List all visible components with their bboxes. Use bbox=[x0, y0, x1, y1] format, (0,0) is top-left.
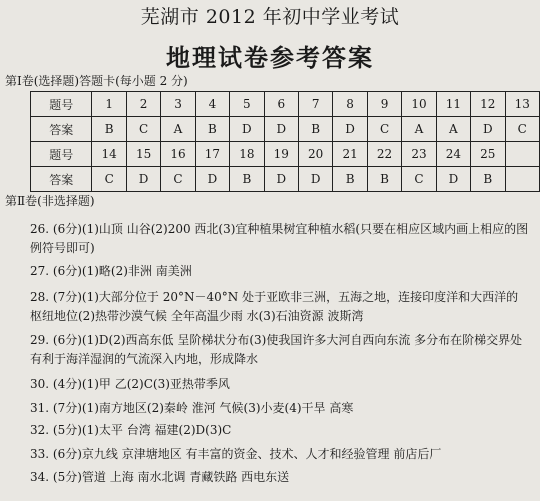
exam-header: 芜湖市 2012 年初中学业考试 bbox=[140, 6, 400, 28]
table-cell: D bbox=[195, 167, 229, 192]
table-cell: B bbox=[298, 117, 332, 142]
section2-label: 第Ⅱ卷(非选择题) bbox=[5, 194, 95, 208]
table-cell: 3 bbox=[161, 92, 195, 117]
page-title: 地理试卷参考答案 bbox=[166, 44, 374, 72]
table-cell: 7 bbox=[298, 92, 332, 117]
table-cell: D bbox=[264, 117, 298, 142]
table-row bbox=[31, 167, 540, 192]
table-cell: 1 bbox=[92, 92, 126, 117]
table-cell bbox=[505, 167, 539, 192]
table-cell: 16 bbox=[161, 142, 195, 167]
table-cell: D bbox=[298, 167, 332, 192]
table-cell: 10 bbox=[402, 92, 436, 117]
table-cell: 11 bbox=[436, 92, 470, 117]
table-cell: B bbox=[367, 167, 401, 192]
table-cell bbox=[505, 142, 539, 167]
table-cell: D bbox=[471, 117, 505, 142]
table-cell: D bbox=[126, 167, 160, 192]
table-cell: 18 bbox=[230, 142, 264, 167]
table-cell: D bbox=[264, 167, 298, 192]
answer-29: 29. (6分)(1)D(2)西高东低 呈阶梯状分布(3)使我国许多大河自西向东流 多分布在阶梯交界处 有利于海洋湿润的气流深入内地，形成降水 bbox=[30, 333, 523, 366]
answer-33: 33. (6分)京九线 京津塘地区 有丰富的资金、技术、人才和经验管理 前店后厂 bbox=[30, 447, 442, 461]
table-cell: A bbox=[161, 117, 195, 142]
section1-label: 第Ⅰ卷(选择题)答题卡(每小题 2 分) bbox=[5, 74, 188, 88]
table-cell: 2 bbox=[126, 92, 160, 117]
table-row bbox=[31, 142, 540, 167]
table-cell: C bbox=[126, 117, 160, 142]
table-cell: A bbox=[402, 117, 436, 142]
table-cell: 14 bbox=[92, 142, 126, 167]
answer-26: 26. (6分)(1)山顶 山谷(2)200 西北(3)宜种植果树宜种植水稻(只要在相应区域内画上相应的图例符号即可) bbox=[30, 222, 529, 255]
table-cell: D bbox=[230, 117, 264, 142]
table-cell: B bbox=[92, 117, 126, 142]
table-cell: 8 bbox=[333, 92, 367, 117]
table-cell: C bbox=[367, 117, 401, 142]
table-cell: 5 bbox=[230, 92, 264, 117]
table-cell: 17 bbox=[195, 142, 229, 167]
table-cell: 24 bbox=[436, 142, 470, 167]
table-cell: D bbox=[436, 167, 470, 192]
table-cell: 15 bbox=[126, 142, 160, 167]
table-cell: A bbox=[436, 117, 470, 142]
answer-34: 34. (5分)管道 上海 南水北调 青藏铁路 西电东送 bbox=[30, 470, 290, 484]
answer-28: 28. (7分)(1)大部分位于 20°N－40°N 处于亚欧非三洲，五海之地，连接印度洋和大西洋的枢纽地位(2)热带沙漠气候 全年高温少雨 水(3)石油资源 波斯湾 bbox=[30, 290, 519, 323]
table-cell: C bbox=[161, 167, 195, 192]
table-cell: 21 bbox=[333, 142, 367, 167]
row-header: 答案 bbox=[31, 167, 92, 192]
answer-30: 30. (4分)(1)甲 乙(2)C(3)亚热带季风 bbox=[30, 377, 230, 391]
table-cell: C bbox=[92, 167, 126, 192]
table-cell: 25 bbox=[471, 142, 505, 167]
table-row bbox=[31, 92, 540, 117]
table-row bbox=[31, 117, 540, 142]
table-cell: B bbox=[230, 167, 264, 192]
row-header: 题号 bbox=[31, 142, 92, 167]
table-cell: 9 bbox=[367, 92, 401, 117]
table-cell: B bbox=[471, 167, 505, 192]
table-cell: 22 bbox=[367, 142, 401, 167]
answer-table bbox=[30, 91, 540, 192]
table-cell: 4 bbox=[195, 92, 229, 117]
table-cell: 6 bbox=[264, 92, 298, 117]
table-cell: C bbox=[505, 117, 539, 142]
table-cell: C bbox=[402, 167, 436, 192]
table-cell: 19 bbox=[264, 142, 298, 167]
row-header: 答案 bbox=[31, 117, 92, 142]
table-cell: 13 bbox=[505, 92, 539, 117]
table-cell: 12 bbox=[471, 92, 505, 117]
table-cell: D bbox=[333, 117, 367, 142]
table-cell: 23 bbox=[402, 142, 436, 167]
answer-27: 27. (6分)(1)略(2)非洲 南美洲 bbox=[30, 264, 192, 278]
row-header: 题号 bbox=[31, 92, 92, 117]
table-cell: 20 bbox=[298, 142, 332, 167]
answer-31: 31. (7分)(1)南方地区(2)秦岭 淮河 气候(3)小麦(4)干旱 高寒 bbox=[30, 401, 354, 415]
table-cell: B bbox=[195, 117, 229, 142]
table-cell: B bbox=[333, 167, 367, 192]
answer-32: 32. (5分)(1)太平 台湾 福建(2)D(3)C bbox=[30, 423, 232, 437]
